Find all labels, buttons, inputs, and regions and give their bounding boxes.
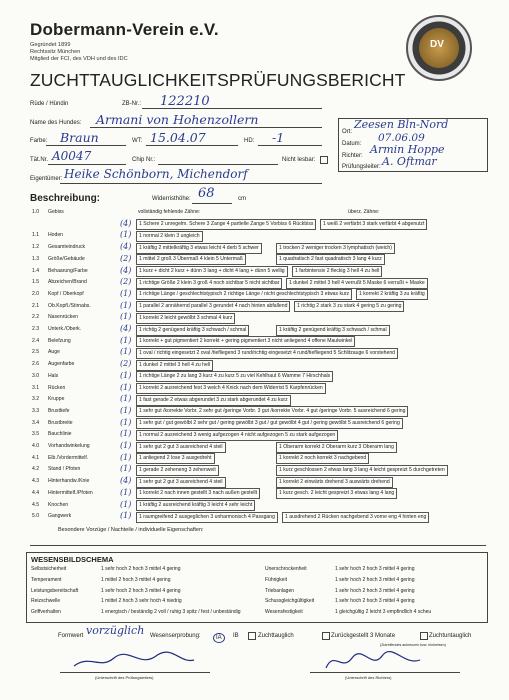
row-options-2[interactable]: 1 trocken 2 weniger trocken 3 lymphatisch (weich) [276, 243, 395, 254]
row-mark[interactable]: (1) [120, 312, 132, 322]
beschreibung-row [26, 359, 486, 371]
formwert-label: Formwert [58, 633, 84, 639]
wesen-trait-options[interactable]: 1 mittel 2 hoch 3 mittel 4 gering [101, 576, 171, 583]
row-options-2[interactable]: 1 korrekt 2 einwärts drehend 3 auswärts drehend [276, 477, 393, 488]
beschreibung-row [26, 289, 486, 301]
color-label: Farbe: [30, 138, 48, 144]
zurueck-checkbox[interactable] [322, 632, 330, 640]
color-line [46, 145, 126, 146]
beschreibung-row [26, 418, 486, 430]
pruf-value[interactable]: A. Oftmar [382, 155, 437, 168]
row-number: 3.1 [32, 384, 40, 391]
row-mark[interactable]: (1) [120, 405, 132, 415]
row-number: 2.3 [32, 326, 40, 332]
row-name: Rücken [48, 384, 66, 391]
logo-text: DV [430, 39, 444, 50]
row-name: Kruppe [48, 396, 65, 403]
ort-value[interactable]: Zeesen Bln-Nord [354, 118, 449, 131]
wesen-trait-label: Unerschrockenheit [265, 566, 307, 572]
row-number: 1.4 [32, 267, 40, 274]
zucht-label: Zuchttauglich [258, 633, 294, 639]
row-options[interactable]: 1 fast gerade 2 etwas abgerundet 3 zu stark abgerundet 4 zu kurz [136, 395, 291, 406]
widerrist-label: Widerristhöhe: [152, 196, 191, 202]
name-value[interactable]: Armani von Hohenzollern [96, 112, 259, 127]
besondere-line [30, 545, 486, 546]
widerrist-line [192, 203, 232, 204]
row-mark[interactable]: (4) [120, 324, 132, 333]
beschreibung-title: Beschreibung: [30, 193, 101, 204]
beschreibung-row [26, 347, 486, 359]
beschreibung-row [26, 453, 486, 465]
row-options-2[interactable]: 1 korrekt 2 kräftig 3 zu kräftig [356, 289, 428, 300]
row-name: Nasenrücken [48, 314, 79, 321]
row-options[interactable]: 1 richtig 2 genügend kräftig 3 schwach / schmal [136, 325, 249, 336]
row-number: 3.0 [32, 372, 40, 379]
row-options[interactable]: 1 korrekt 2 ausreichend fest 3 weich 4 Knick nach dem Widerrist 5 Karpfenrücken [136, 383, 326, 394]
wesen-trait-label: Schussgleichgültigkeit [265, 598, 315, 605]
row-number: 1.3 [32, 255, 40, 262]
club-seal-logo [406, 15, 472, 81]
row-mark[interactable]: (1) [120, 441, 132, 450]
row-mark[interactable]: (1) [120, 394, 132, 404]
row-options-2[interactable]: 1 korrekt 2 noch korrekt 3 nachgebend [276, 453, 369, 464]
wt-line [146, 145, 238, 146]
nichtlesbar-label: Nicht lesbar: [282, 157, 316, 163]
row-number: 2.1 [32, 302, 40, 309]
row-options[interactable]: 1 normal 2 klein 3 ungleich [136, 231, 203, 242]
beschreibung-row [26, 476, 486, 488]
datum-value[interactable]: 07.06.09 [378, 132, 425, 144]
beschreibung-row [26, 336, 486, 348]
wt-label: WT: [132, 138, 143, 144]
row-mark[interactable]: (1) [120, 499, 132, 509]
row-name: Unterk./Oberk. [48, 326, 82, 332]
pruf-label: Prüfungsleiter: [342, 164, 381, 170]
row-mark[interactable]: (1) [120, 335, 132, 345]
row-options[interactable]: 1 gerade 2 zeheneng 3 zehenweit [136, 465, 219, 476]
signature-left [70, 648, 200, 674]
row-options[interactable]: 1 oval / richtig eingesetzt 2 oval /tiefliegend 3 rund/richtig eingesetzt 4 rund/tiefliegend 5 Schlitzauge 6 vorstehend [136, 348, 398, 359]
row-name: Auge [48, 349, 60, 356]
row-options[interactable]: 1 korrekt 2 leicht gewölbt 3 schmal 4 kurz [136, 313, 235, 324]
seat-text: Rechtssitz München [30, 49, 81, 55]
nichtlesbar-checkbox[interactable] [320, 156, 328, 164]
beschreibung-row [26, 371, 486, 383]
row-name: Gesamteindruck [48, 244, 86, 251]
row-options-2[interactable]: 1 weiß 2 verfärbt 3 stark verfärbt 4 abgenutzt [320, 219, 427, 230]
row-number: 5.0 [32, 513, 40, 520]
row-name: Gebiss [48, 209, 64, 215]
row-mark[interactable]: (4) [120, 242, 132, 252]
row-options[interactable]: 1 sehr gut 2 gut 3 ausreichend 4 steil [136, 442, 226, 453]
row-extra2: überz. Zähne: [348, 208, 380, 215]
ia-option[interactable]: IA [213, 633, 225, 643]
row-number: 3.5 [32, 431, 40, 438]
chip-line [158, 164, 278, 165]
row-name: Vorhandwinkelung [48, 443, 90, 449]
row-options[interactable]: 1 sehr gut /korrekte Vorbr. 2 sehr gut /geringe Vorbr. 3 gut /korrekte Vorbr. 4 gut /geringe Vorbr. 5 ausreichend 6 gering [136, 406, 408, 417]
wesen-trait-label: Temperament [31, 576, 62, 583]
wesen-trait-label: Führigkeit [265, 576, 287, 583]
tat-line [48, 164, 126, 165]
sig-left-label: (Unterschrift des Prüfungsleiters) [95, 675, 154, 680]
row-options[interactable]: 1 kurz + dicht 2 kurz + dünn 3 lang + dicht 4 lang + dünn 5 wellig [136, 266, 288, 277]
row-name: Stand / Pfoten [48, 466, 81, 473]
row-name: Gangwerk [48, 513, 72, 520]
row-name: Kopf / Oberkopf [48, 290, 84, 297]
beschreibung-row [26, 312, 486, 324]
beschreibung-row [26, 301, 486, 313]
beschreibung-row [26, 500, 486, 512]
sex-label: Rüde / Hündin [30, 101, 69, 107]
ib-option[interactable]: IB [233, 633, 239, 639]
wesen-trait-label: Leistungsbereitschaft [31, 587, 79, 594]
formwert-value[interactable]: vorzüglich [86, 624, 145, 637]
wesen-label: Wesenserprobung: [150, 633, 201, 639]
beschreibung-row [26, 207, 486, 219]
wt-value[interactable]: 15.04.07 [150, 130, 206, 145]
row-name: Knochen [48, 501, 69, 508]
row-number: 4.2 [32, 466, 40, 473]
row-options-2[interactable]: 1 kurz geschlossen 2 etwas lang 3 lang 4 leicht gespreizt 5 durchgetreten [276, 465, 448, 476]
color-value[interactable]: Braun [60, 130, 99, 145]
row-name: Hintermittelf./Pfoten [48, 489, 93, 496]
row-options[interactable]: 1 anliegend 2 lose 3 ausgedreht [136, 453, 215, 464]
row-options[interactable]: 1 korrekt 2 nach innen gestellt 3 nach außen gestellt [136, 488, 260, 499]
row-name: Brusttiefe [48, 407, 70, 414]
row-mark[interactable]: (1) [120, 429, 132, 439]
nicht-label: Zuchtuntauglich [429, 633, 472, 639]
wesen-trait-options[interactable]: 1 mittel 2 hoch 3 sehr hoch 4 niedrig [101, 598, 182, 605]
beschreibung-row [26, 441, 486, 453]
row-mark[interactable]: (1) [120, 487, 132, 497]
row-options-2[interactable]: 1 farbintensiv 2 fleckig 3 hell 4 zu hell [292, 266, 382, 277]
wesen-trait-options[interactable]: 1 sehr hoch 2 hoch 3 mittel 4 gering [335, 598, 415, 605]
wesen-trait-label: Wesensfestigkeit [265, 609, 303, 616]
beschreibung-row [26, 254, 486, 266]
row-number: 3.2 [32, 396, 40, 403]
row-options-2[interactable]: 1 Oberarm korrekt 2 Oberarm kurz 3 Oberarm lang [276, 442, 397, 453]
zurueck-label: Zurückgestellt 3 Monate [331, 633, 396, 639]
owner-line [60, 183, 322, 184]
wesen-trait-options[interactable]: 1 sehr hoch 2 hoch 3 mittel 4 gering [335, 566, 415, 572]
wesen-trait-options[interactable]: 1 sehr hoch 2 hoch 3 mittel 4 gering [101, 587, 181, 594]
tat-value[interactable]: A0047 [52, 149, 92, 163]
row-number: 1.0 [32, 209, 40, 215]
wesensbild-table [26, 552, 488, 623]
richter-value[interactable]: Armin Hoppe [370, 143, 445, 156]
richter-label: Richter: [342, 153, 363, 159]
wesen-title: WESENSBILDSCHEMA [31, 555, 114, 564]
row-options-2[interactable]: 1 quadratisch 2 fast quadratisch 3 lang 4 kurz [276, 254, 385, 265]
founded-text: Gegründet 1899 [30, 42, 71, 48]
nicht-checkbox[interactable] [420, 632, 428, 640]
row-number: 1.1 [32, 232, 40, 239]
sig-right-label: (Unterschrift des Richters) [345, 675, 392, 680]
row-name: Bauchlinie [48, 431, 72, 438]
row-options[interactable]: 1 kräftig 2 mittelkräftig 3 etwas leicht 4 derb 5 schwer [136, 243, 262, 254]
row-mark[interactable]: (1) [120, 511, 132, 521]
row-number: 1.5 [32, 279, 40, 286]
row-number: 4.4 [32, 489, 40, 496]
row-name: Brustbreite [48, 419, 73, 426]
row-options-2[interactable]: 1 ausdrehend 2 Rücken nachgebend 3 vorne eng 4 hinten eng [282, 512, 429, 523]
row-number: 4.0 [32, 443, 40, 449]
row-mark[interactable]: (1) [120, 452, 132, 462]
name-line [90, 127, 322, 128]
row-options[interactable]: 1 dunkel 2 mittel 3 hell 4 zu hell [136, 360, 213, 371]
row-name: Abzeichen/Brand [48, 279, 87, 286]
row-number: 2.6 [32, 361, 40, 368]
row-mark[interactable]: (1) [120, 300, 132, 310]
zb-label: ZB-Nr.: [122, 101, 141, 107]
member-text: Mitglied der FCI, des VDH und des IDC [30, 56, 128, 62]
row-number: 2.2 [32, 314, 40, 321]
row-options[interactable]: 1 richtige Länge 2 zu lang 3 kurz 4 zu kurz 5 zu viel Kehlhaut 6 Wamme 7 Hirschhals [136, 371, 333, 382]
row-mark[interactable]: (2) [120, 253, 132, 263]
row-options[interactable]: 1 mittel 2 groß 3 Übermaß 4 klein 5 Untermaß [136, 254, 246, 265]
row-number: 3.4 [32, 419, 40, 426]
wesen-trait-label: Reizschwelle [31, 598, 61, 605]
row-number: 3.3 [32, 407, 40, 414]
beschreibung-row [26, 219, 486, 231]
row-mark[interactable]: (1) [120, 370, 132, 380]
row-options[interactable]: 1 richtige Größe 2 klein 3 groß 4 noch sichtbar 5 nicht sichtbar [136, 278, 282, 289]
row-number: 1.2 [32, 244, 40, 251]
zurueck-note: (Zutreffendes ankreuzen bzw. einkreisen) [380, 643, 446, 647]
row-number: 4.5 [32, 501, 40, 508]
wesen-trait-options[interactable]: 1 sehr hoch 2 hoch 3 mittel 4 gering [335, 576, 415, 583]
owner-value[interactable]: Heike Schönborn, Michendorf [64, 167, 248, 181]
beschreibung-row [26, 511, 486, 523]
row-mark[interactable]: (1) [120, 464, 132, 474]
row-mark[interactable]: (4) [120, 265, 132, 275]
row-options[interactable]: 1 korrekt + gut pigmentiert 2 korrekt + gering pigmentiert 3 nicht anliegend 4 offene Maulwinkel [136, 336, 355, 347]
org-name: Dobermann-Verein e.V. [30, 20, 219, 39]
beschreibung-row [26, 242, 486, 254]
row-mark[interactable]: (1) [120, 347, 132, 357]
row-options[interactable]: 1 Schere 2 unregelm. Schere 3 Zange 4 partielle Zange 5 Vorbiss 6 Rückbiss [136, 219, 316, 230]
row-options-2[interactable]: 1 kurz gesch. 2 leicht gespreizt 3 etwas lang 4 lang [276, 488, 397, 499]
row-extra: vollständig fehlende Zähne: [138, 208, 201, 215]
row-name: Augenfarbe [48, 361, 75, 368]
row-options[interactable]: 1 richtige Länge / geschlechtstypisch 2 richtige Länge / nicht geschlechtstypisch 3 etwas kurz [136, 289, 352, 300]
beschreibung-row [26, 488, 486, 500]
wesen-trait-options[interactable]: 1 gleichgültig 2 leicht 3 empfindlich 4 scheu [335, 609, 432, 616]
row-number: 4.3 [32, 478, 40, 485]
zucht-checkbox[interactable] [248, 632, 256, 640]
beschreibung-row [26, 230, 486, 242]
row-number: 4.1 [32, 454, 40, 461]
row-options[interactable]: 1 parallel 2 annähernd parallel 3 gerundet 4 nach hinten abfallend [136, 301, 290, 312]
page-title: ZUCHTTAUGLICHKEITSPRÜFUNGSBERICHT [30, 70, 406, 90]
row-mark[interactable]: (2) [120, 359, 132, 369]
beschreibung-row [26, 406, 486, 418]
row-mark[interactable]: (2) [120, 277, 132, 287]
row-options-2[interactable]: 1 kräftig 2 genügend kräftig 3 schwach / schmal [276, 325, 390, 336]
wesen-trait-label: Triebanlagen [265, 587, 295, 594]
beschreibung-row [26, 429, 486, 441]
beschreibung-row [26, 464, 486, 476]
row-mark[interactable]: (1) [120, 417, 132, 427]
row-name: Hals [48, 372, 59, 379]
beschreibung-row [26, 394, 486, 406]
tat-label: Tät.Nr. [30, 157, 49, 163]
row-name: Hoden [48, 232, 64, 239]
beschreibung-row [26, 324, 486, 336]
row-name: Ob.Kopfl./Stirnabs. [48, 302, 91, 309]
wesen-trait-options[interactable]: 1 sehr hoch 2 hoch 3 mittel 4 gering [101, 566, 181, 572]
wesen-trait-label: Selbstsicherheit [31, 566, 67, 572]
wesen-trait-options[interactable]: 1 energisch / beständig 2 voll / ruhig 3 spitz / fest / unbeständig [101, 609, 241, 616]
wesen-trait-label: Griffverhalten [31, 609, 61, 616]
row-options[interactable]: 1 sehr gut / gut gewölbt 2 sehr gut / gering gewölbt 3 gut / gut gewölbt 4 gut / gering gewölbt 5 ausreichend 6 gering [136, 418, 403, 429]
beschreibung-row [26, 266, 486, 278]
row-mark[interactable]: (1) [120, 382, 132, 392]
row-name: Elb./Vordermittelf. [48, 454, 89, 461]
row-name: Größe/Gebäude [48, 255, 85, 262]
row-options-2[interactable]: 1 dunkel 2 mittel 3 hell 4 verrußt 5 Maske 6 verrußt + Maske [286, 278, 428, 289]
datum-label: Datum: [342, 141, 362, 147]
wesen-trait-options[interactable]: 1 sehr hoch 2 hoch 3 mittel 4 gering [335, 587, 415, 594]
row-name: Belefzung [48, 337, 71, 344]
row-mark[interactable]: (1) [120, 288, 132, 298]
hd-line [258, 145, 322, 146]
owner-label: Eigentümer: [30, 176, 63, 182]
hd-label: HD: [244, 138, 255, 144]
beschreibung-row [26, 277, 486, 289]
row-options-2[interactable]: 1 richtig 2 stark 3 zu stark 4 gering 5 zu gering [294, 301, 404, 312]
row-mark[interactable]: (4) [120, 218, 132, 228]
widerrist-value[interactable]: 68 [198, 186, 215, 201]
widerrist-unit: cm [238, 196, 246, 202]
signature-right [320, 648, 430, 674]
row-options[interactable]: 1 sehr gut 2 gut 3 ausreichend 4 steil [136, 477, 226, 488]
row-number: 2.5 [32, 349, 40, 356]
row-options[interactable]: 1 kräftig 2 ausreichend kräftig 3 leicht 4 sehr leicht [136, 500, 255, 511]
row-options[interactable]: 1 raumgreifend 2 ausgeglichen 3 unharmonisch 4 Passgang [136, 512, 278, 523]
row-options[interactable]: 1 normal 2 ausreichend 3 wenig aufgezogen 4 nicht aufgezogen 5 zu stark aufgezogen [136, 430, 338, 441]
row-name: Hinterhandw./Knie [48, 478, 90, 485]
ort-label: Ort: [342, 129, 352, 135]
zb-value[interactable]: 122210 [160, 94, 210, 109]
chip-label: Chip Nr.: [132, 157, 156, 163]
row-name: Behaarung/Farbe [48, 267, 88, 274]
row-number: 2.4 [32, 337, 40, 344]
row-mark[interactable]: (1) [120, 230, 132, 240]
beschreibung-row [26, 383, 486, 395]
row-mark[interactable]: (4) [120, 476, 132, 486]
name-label: Name des Hundes: [30, 120, 82, 126]
hd-value[interactable]: -1 [272, 130, 285, 145]
row-number: 2.0 [32, 290, 40, 297]
besondere-label: Besondere Vorzüge / Nachteile / individuelle Eigenschaften: [58, 527, 204, 533]
